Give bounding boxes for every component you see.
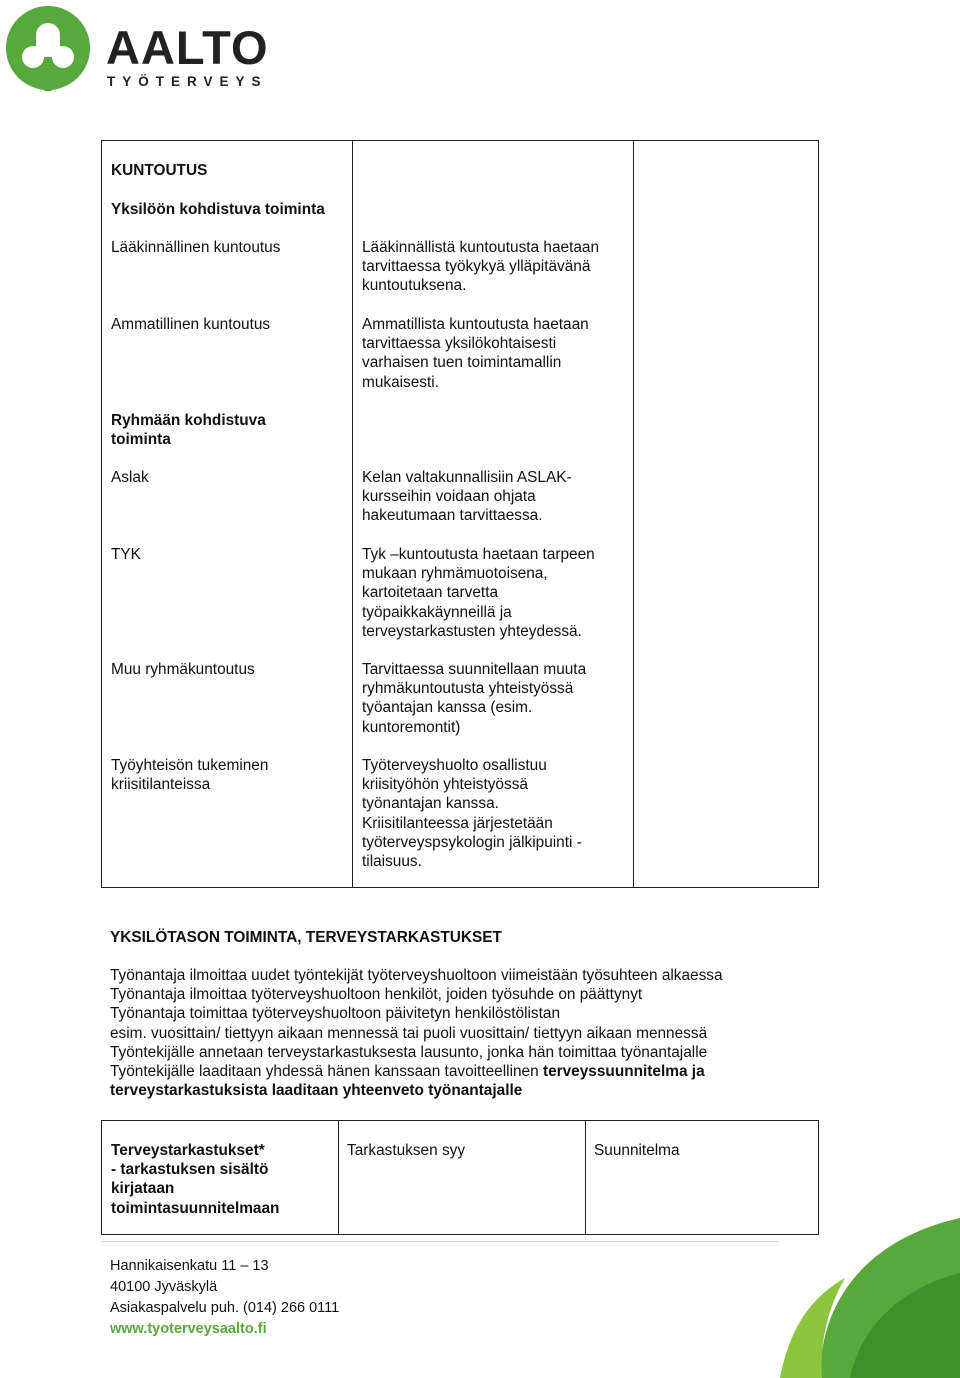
- paragraph-line: terveystarkastuksista laaditaan yhteenveto työnantajalle: [110, 1082, 523, 1100]
- footer-website-link[interactable]: www.tyoterveysaalto.fi: [110, 1321, 267, 1337]
- section-individual: Yksilöön kohdistuva toiminta: [111, 201, 325, 218]
- tyk-desc: Tyk –kuntoutusta haetaan tarpeen mukaan ryhmämuotoisena, kartoitetaan tarvetta työpaikkakäynneillä ja terveystarkastusten yhteydessä.: [362, 546, 595, 640]
- crisis-desc: Työterveyshuolto osallistuu kriisityöhön yhteistyössä työnantajan kanssa. Kriisitilanteessa järjestetään työterveyspsykologin jälkipuinti - tilaisuus.: [362, 757, 582, 871]
- other-group-desc: Tarvittaessa suunnitellaan muuta ryhmäkuntoutusta yhteistyössä työantajan kanssa (esim. kuntoremontit): [362, 661, 587, 736]
- footer-address: Hannikaisenkatu 11 – 13: [110, 1258, 269, 1274]
- aslak-label: Aslak: [111, 469, 149, 486]
- logo-name: AALTO: [106, 21, 269, 74]
- company-logo: [5, 5, 285, 95]
- column-divider: [338, 1121, 339, 1234]
- paragraph-line: esim. vuosittain/ tiettyyn aikaan mennessä tai puoli vuosittain/ tiettyyn aikaan mennessä: [110, 1024, 708, 1042]
- crisis-label: Työyhteisön tukeminen kriisitilanteissa: [111, 757, 269, 794]
- reason-header: Tarkastuksen syy: [347, 1142, 466, 1159]
- decorative-leaf-icon: [750, 1218, 960, 1378]
- column-divider: [585, 1121, 586, 1234]
- footer-postal: 40100 Jyväskylä: [110, 1279, 218, 1295]
- section-group: Ryhmään kohdistuva toiminta: [111, 412, 266, 449]
- footer: [110, 1256, 339, 1340]
- tyk-label: TYK: [111, 546, 141, 563]
- aalto-logo-icon: [5, 5, 91, 91]
- aslak-desc: Kelan valtakunnallisiin ASLAK- kursseihin voidaan ohjata hakeutumaan tarvittaessa.: [362, 469, 572, 525]
- paragraph-line: Työnantaja ilmoittaa uudet työntekijät työterveyshuoltoon viimeistään työsuhteen alkaessa: [110, 967, 723, 984]
- health-check-table: [101, 1120, 819, 1235]
- kuntoutus-table: [101, 140, 819, 888]
- footer-phone: Asiakaspalvelu puh. (014) 266 0111: [110, 1300, 340, 1316]
- medical-label: Lääkinnällinen kuntoutus: [111, 239, 281, 256]
- paragraph-line: Työntekijälle annetaan terveystarkastuksesta lausunto, jonka hän toimittaa työnantajalle: [110, 1043, 708, 1061]
- paragraph-line: Työnantaja ilmoittaa työterveyshuoltoon henkilöt, joiden työsuhde on päättynyt: [110, 986, 643, 1004]
- footer-divider: [101, 1241, 779, 1242]
- paragraph-line: Työnantaja toimittaa työterveyshuoltoon päivitetyn henkilöstölistan: [110, 1005, 561, 1023]
- column-divider: [633, 141, 634, 887]
- section-heading: YKSILÖTASON TOIMINTA, TERVEYSTARKASTUKSET: [110, 929, 502, 946]
- vocational-desc: Ammatillista kuntoutusta haetaan tarvittaessa yksilökohtaisesti varhaisen tuen toimintamallin mukaisesti.: [362, 316, 589, 391]
- other-group-label: Muu ryhmäkuntoutus: [111, 661, 255, 678]
- column-divider: [352, 141, 353, 887]
- table-heading: KUNTOUTUS: [111, 162, 208, 179]
- medical-desc: Lääkinnällistä kuntoutusta haetaan tarvittaessa työkykyä ylläpitävänä kuntoutuksena.: [362, 239, 600, 295]
- paragraph-line: Työntekijälle laaditaan yhdessä hänen kanssaan tavoitteellinen terveyssuunnitelma ja: [110, 1063, 705, 1081]
- logo-subtitle: TYÖTERVEYS: [107, 74, 268, 89]
- section-paragraph: [110, 966, 810, 1100]
- plan-header: Suunnitelma: [594, 1142, 680, 1159]
- health-check-header: Terveystarkastukset* - tarkastuksen sisältö kirjataan toimintasuunnitelmaan: [111, 1142, 280, 1217]
- vocational-label: Ammatillinen kuntoutus: [111, 316, 271, 333]
